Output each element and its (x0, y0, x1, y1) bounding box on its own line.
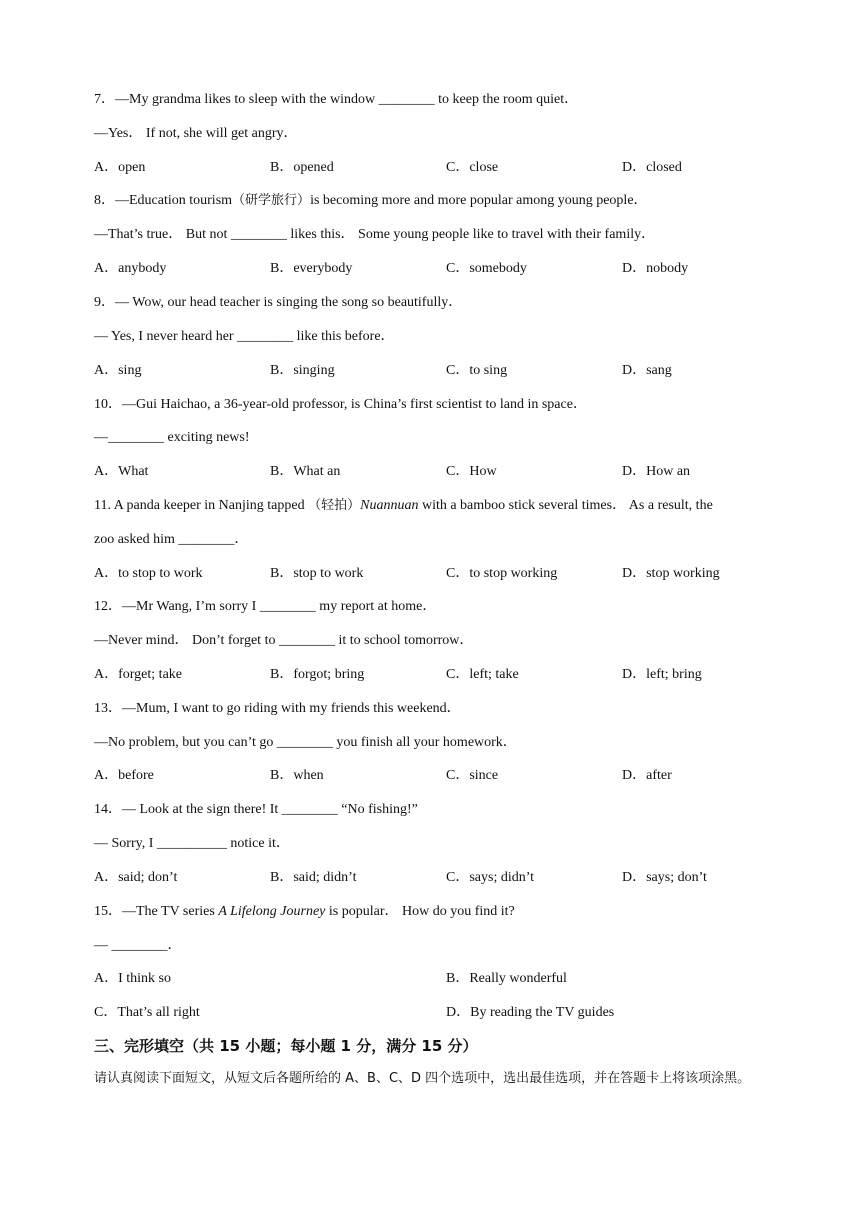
option-b: B．stop to work (270, 566, 364, 581)
question-8-text-pre: 8．—Education tourism (94, 193, 233, 208)
question-15-title: A Lifelong Journey (218, 904, 326, 919)
option-a: A．forget; take (94, 667, 182, 682)
option-d: D．closed (622, 160, 682, 175)
question-11-line-2: zoo asked him ________． (94, 532, 249, 547)
option-a: A．anybody (94, 261, 167, 276)
question-7-line-1: 7．—My grandma likes to sleep with the window ________ to keep the room quiet． (94, 92, 579, 107)
option-b: B．said; didn’t (270, 870, 357, 885)
option-c: C．somebody (446, 261, 527, 276)
question-8-line-2: —That’s true． But not ________ likes this． Some young people like to travel with their family． (94, 227, 656, 242)
question-8-text-post: is becoming more and more popular among young people． (310, 193, 648, 208)
question-7-options (94, 158, 780, 178)
question-9-line-1: 9．— Wow, our head teacher is singing the song so beautifully． (94, 295, 463, 310)
question-12-line-2: —Never mind． Don’t forget to ________ it to school tomorrow． (94, 633, 474, 648)
question-14-line-1: 14．— Look at the sign there! It ________ “No fishing!” (94, 802, 418, 817)
option-c: C．That’s all right (94, 1005, 200, 1020)
question-11-text-pre: 11. A panda keeper in Nanjing tapped (94, 498, 309, 513)
question-9-options (94, 361, 780, 381)
question-15-text-pre: 15．—The TV series (94, 904, 219, 919)
option-b: B．forgot; bring (270, 667, 365, 682)
option-c: C．to stop working (446, 566, 558, 581)
option-a: A．What (94, 464, 149, 479)
option-c: C．says; didn’t (446, 870, 535, 885)
question-15-options-row-1 (94, 969, 780, 989)
option-c: C．left; take (446, 667, 519, 682)
question-10-options (94, 462, 780, 482)
option-d: D．left; bring (622, 667, 702, 682)
option-d: D．How an (622, 464, 691, 479)
option-b: B．opened (270, 160, 334, 175)
question-11-text-post: with a bamboo stick several times． As a result, the (418, 498, 713, 513)
option-c: C．to sing (446, 363, 508, 378)
question-8-options (94, 259, 780, 279)
option-d: D．after (622, 768, 672, 783)
question-11-name: Nuannuan (360, 498, 419, 513)
option-c: C．How (446, 464, 497, 479)
question-14-options (94, 868, 780, 888)
option-b: B．everybody (270, 261, 353, 276)
question-13-line-2: —No problem, but you can’t go ________ you finish all your homework． (94, 735, 517, 750)
option-d: D．nobody (622, 261, 689, 276)
question-8-gloss: （研学旅行） (232, 193, 311, 208)
option-d: D．says; don’t (622, 870, 707, 885)
option-b: B．when (270, 768, 324, 783)
question-15-text-post: is popular． How do you find it? (325, 904, 515, 919)
section-title: 三、完形填空（共 15 小题；每小题 1 分，满分 15 分） (94, 1037, 478, 1055)
question-15-options-row-2 (94, 1003, 780, 1023)
option-a: A．to stop to work (94, 566, 203, 581)
question-13-line-1: 13．—Mum, I want to go riding with my friends this weekend． (94, 701, 461, 716)
option-b: B．What an (270, 464, 341, 479)
option-d: D．By reading the TV guides (446, 1005, 615, 1020)
option-b: B．singing (270, 363, 335, 378)
option-a: A．I think so (94, 971, 171, 986)
question-15-line-2: — ________． (94, 938, 182, 953)
option-a: A．open (94, 160, 146, 175)
option-a: A．said; don’t (94, 870, 178, 885)
option-a: A．sing (94, 363, 142, 378)
question-14-line-2: — Sorry, I __________ notice it． (94, 836, 290, 851)
option-d: D．sang (622, 363, 672, 378)
section-instruction: 请认真阅读下面短文，从短文后各题所给的 A、B、C、D 四个选项中，选出最佳选项，并在答题卡上将该项涂黑。 (94, 1071, 751, 1086)
option-b: B．Really wonderful (446, 971, 567, 986)
option-c: C．close (446, 160, 499, 175)
question-10-line-1: 10．—Gui Haichao, a 36-year-old professor, is China’s first scientist to land in space． (94, 397, 587, 412)
question-12-line-1: 12．—Mr Wang, I’m sorry I ________ my report at home． (94, 599, 437, 614)
question-12-options (94, 665, 780, 685)
question-11-gloss: （轻拍） (308, 498, 361, 513)
question-10-line-2: —________ exciting news! (94, 430, 250, 445)
question-15-line-1 (94, 902, 515, 922)
question-7-line-2: —Yes． If not, she will get angry． (94, 126, 298, 141)
question-11-options (94, 564, 780, 584)
option-d: D．stop working (622, 566, 720, 581)
question-9-line-2: — Yes, I never heard her ________ like this before． (94, 329, 395, 344)
question-8-line-1 (94, 191, 648, 211)
question-11-line-1 (94, 496, 713, 516)
question-13-options (94, 766, 780, 786)
option-c: C．since (446, 768, 499, 783)
option-a: A．before (94, 768, 154, 783)
